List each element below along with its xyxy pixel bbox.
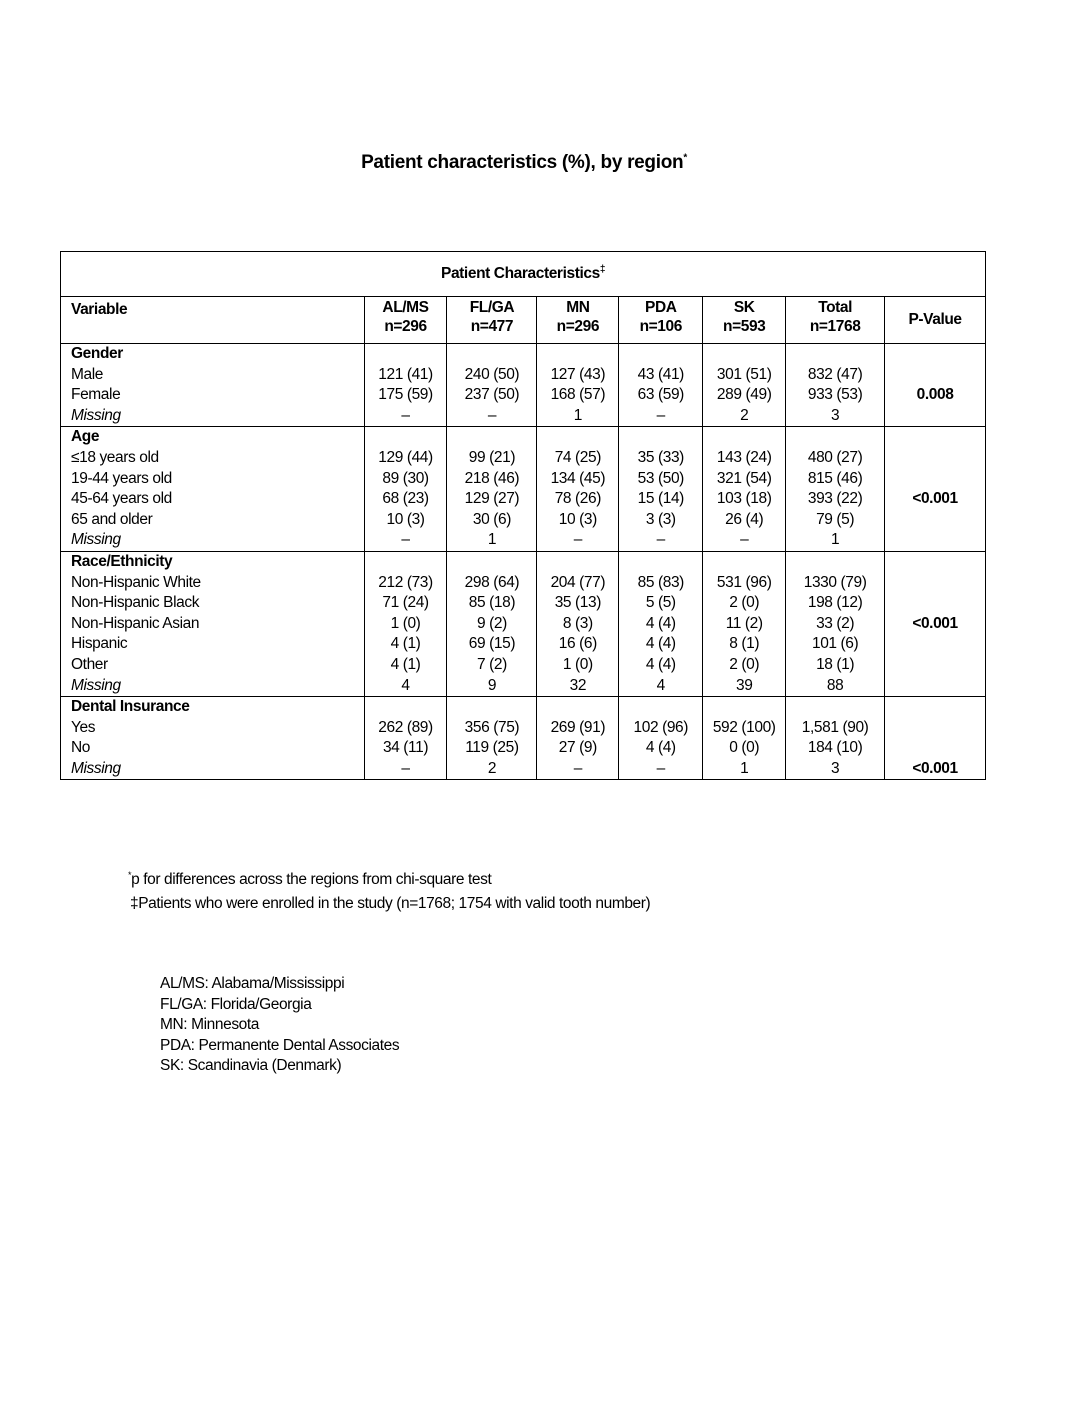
cell-value: 237 (50) [464, 386, 520, 404]
section-values-column [619, 697, 703, 780]
section-labels [61, 344, 365, 427]
cell-value: 35 (33) [637, 448, 684, 466]
cell-value: 1330 (79) [803, 573, 867, 591]
cell-value: 1 (0) [390, 614, 421, 632]
cell-value: 10 (3) [558, 510, 597, 528]
table-header-row [61, 297, 986, 344]
section-values-column [537, 344, 619, 427]
row-label: Non-Hispanic White [71, 573, 201, 591]
section-heading: Race/Ethnicity [71, 552, 173, 570]
cell-value: 16 (6) [558, 635, 597, 653]
cell-value: 143 (24) [716, 448, 772, 466]
column-header-2 [537, 297, 619, 344]
cell-value: 34 (11) [382, 739, 429, 757]
cell-value: 78 (26) [554, 490, 601, 508]
cell-value: 79 (5) [816, 510, 855, 528]
row-label: Missing [71, 759, 121, 777]
cell-value: 68 (23) [382, 490, 429, 508]
cell-value: 1 [573, 406, 582, 424]
cell-value: 1 [831, 531, 840, 549]
cell-value: 218 (46) [464, 469, 520, 487]
cell-value: 127 (43) [550, 365, 606, 383]
cell-value: 4 (1) [390, 635, 421, 653]
cell-value: 212 (73) [378, 573, 433, 591]
row-label: Male [71, 365, 103, 383]
cell-value: 18 (1) [816, 655, 855, 673]
cell-value: 121 (41) [378, 365, 433, 383]
cell-value: 2 [740, 406, 749, 424]
column-header-5 [786, 297, 885, 344]
section-labels [61, 551, 365, 696]
cell-value: 4 (4) [645, 655, 676, 673]
cell-value: 32 [569, 676, 587, 694]
section-labels [61, 697, 365, 780]
pvalue-text: <0.001 [912, 759, 958, 777]
section-values-column [537, 551, 619, 696]
cell-value: 4 (4) [645, 739, 676, 757]
cell-value: – [487, 406, 497, 424]
section-values-column [703, 551, 786, 696]
abbreviation-item: SK: Scandinavia (Denmark) [160, 1057, 342, 1075]
cell-value: 9 [487, 676, 497, 694]
row-label: 19-44 years old [71, 469, 172, 487]
cell-value: 27 (9) [558, 739, 597, 757]
section-pvalue [885, 344, 986, 427]
title-footnote-mark: * [683, 152, 687, 164]
cell-value: – [573, 759, 582, 777]
footnote-1-mark: * [128, 870, 132, 880]
section-values-column [786, 697, 885, 780]
section-values-column [447, 551, 537, 696]
cell-value: – [573, 531, 582, 549]
row-label: No [71, 739, 91, 757]
cell-value: 74 (25) [554, 448, 601, 466]
column-name: PDA [645, 299, 677, 316]
cell-value: 7 (2) [477, 655, 507, 673]
cell-value: 4 (4) [645, 635, 676, 653]
column-n: n=296 [384, 318, 427, 335]
cell-value: 321 (54) [716, 469, 772, 487]
cell-value: 2 [487, 759, 497, 777]
row-label: ≤18 years old [71, 448, 159, 466]
column-n: n=477 [470, 318, 514, 335]
cell-value: 69 (15) [468, 635, 516, 653]
footnote-1-text: p for differences across the regions from chi-square test [131, 871, 492, 889]
cell-value: 129 (27) [464, 490, 520, 508]
section-values-column [786, 427, 885, 552]
cell-value: 3 (3) [645, 510, 676, 528]
cell-value: 289 (49) [716, 386, 772, 404]
pvalue-text: 0.008 [916, 386, 954, 404]
cell-value: 35 (13) [554, 594, 601, 612]
cell-value: 2 (0) [729, 655, 760, 673]
section-heading: Gender [71, 345, 123, 362]
cell-value: 356 (75) [464, 718, 520, 736]
cell-value: 129 (44) [378, 448, 433, 466]
column-n: n=296 [556, 318, 600, 335]
row-label: Hispanic [71, 635, 128, 653]
cell-value: 815 (46) [807, 469, 863, 487]
column-name: SK [733, 299, 755, 316]
section-values-column [537, 427, 619, 552]
cell-value: 269 (91) [550, 718, 606, 736]
section-values-column [364, 344, 447, 427]
cell-value: 933 (53) [807, 386, 863, 404]
cell-value: 298 (64) [464, 573, 520, 591]
footnote-2 [130, 895, 650, 913]
abbreviation-item: AL/MS: Alabama/Mississippi [160, 975, 345, 992]
cell-value: 1 [487, 531, 497, 549]
cell-value: 53 (50) [637, 469, 684, 487]
row-label: Missing [71, 531, 121, 549]
column-name: FL/GA [469, 299, 515, 316]
column-header-0 [364, 297, 447, 344]
cell-value: 393 (22) [807, 490, 863, 508]
table-caption-mark: ‡ [599, 264, 605, 276]
pvalue-text: <0.001 [912, 490, 958, 508]
cell-value: 168 (57) [550, 386, 606, 404]
column-n: n=1768 [809, 318, 861, 335]
cell-value: 39 [735, 676, 753, 694]
cell-value: 4 [401, 676, 410, 694]
cell-value: 102 (96) [633, 718, 689, 736]
cell-value: 1,581 (90) [801, 718, 869, 736]
cell-value: – [656, 531, 665, 549]
row-label: Yes [71, 718, 96, 736]
cell-value: 592 (100) [712, 718, 776, 736]
cell-value: 85 (18) [468, 594, 516, 612]
row-label: Female [71, 386, 121, 404]
cell-value: 8 (1) [729, 635, 760, 653]
variable-header: Variable [61, 297, 365, 344]
section-pvalue [885, 697, 986, 780]
cell-value: 103 (18) [716, 490, 772, 508]
section-values-column [364, 697, 447, 780]
table-section-row [61, 697, 986, 780]
section-values-column [703, 697, 786, 780]
cell-value: 4 (4) [645, 614, 676, 632]
cell-value: – [401, 531, 410, 549]
cell-value: 531 (96) [716, 573, 772, 591]
cell-value: 5 (5) [645, 594, 676, 612]
cell-value: 134 (45) [550, 469, 606, 487]
cell-value: 119 (25) [465, 739, 519, 757]
row-label: 45-64 years old [71, 490, 172, 508]
cell-value: 1 [740, 759, 749, 777]
column-n: n=106 [639, 318, 682, 335]
section-values-column [447, 344, 537, 427]
cell-value: – [401, 406, 410, 424]
cell-value: 240 (50) [464, 365, 520, 383]
cell-value: 198 (12) [807, 594, 863, 612]
abbreviation-item: PDA: Permanente Dental Associates [160, 1036, 400, 1054]
abbreviation-item: FL/GA: Florida/Georgia [160, 995, 312, 1013]
cell-value: 301 (51) [716, 365, 772, 383]
page-title [0, 152, 1048, 174]
column-header-1 [447, 297, 537, 344]
title-text: Patient characteristics (%), by region [361, 152, 684, 173]
footnote-2-mark: ‡ [130, 895, 139, 912]
cell-value: 4 (1) [390, 655, 421, 673]
cell-value: 26 (4) [725, 510, 764, 528]
cell-value: 262 (89) [378, 718, 433, 736]
cell-value: 9 (2) [477, 614, 507, 632]
table-section-row [61, 551, 986, 696]
cell-value: 63 (59) [637, 386, 684, 404]
section-values-column [364, 427, 447, 552]
cell-value: 0 (0) [729, 739, 760, 757]
section-values-column [447, 697, 537, 780]
column-name: MN [566, 299, 590, 316]
cell-value: 85 (83) [637, 573, 684, 591]
table-caption-text: Patient Characteristics [441, 265, 600, 283]
row-label: Missing [71, 676, 121, 694]
cell-value: – [656, 406, 665, 424]
table-section-row [61, 427, 986, 552]
section-values-column [619, 551, 703, 696]
cell-value: 480 (27) [807, 448, 863, 466]
cell-value: 88 [826, 676, 844, 694]
abbreviations-list [160, 974, 399, 1077]
column-header-3 [619, 297, 703, 344]
cell-value: 11 (2) [725, 614, 763, 632]
cell-value: 3 [831, 759, 840, 777]
section-values-column [703, 427, 786, 552]
footnote-1 [128, 870, 491, 889]
cell-value: 30 (6) [472, 510, 511, 528]
cell-value: 4 [656, 676, 665, 694]
section-pvalue [885, 427, 986, 552]
row-label: Other [71, 655, 108, 673]
cell-value: 175 (59) [378, 386, 433, 404]
section-heading: Age [71, 428, 100, 446]
cell-value: 101 (6) [811, 635, 859, 653]
cell-value: 184 (10) [807, 739, 863, 757]
section-labels [61, 427, 365, 552]
cell-value: 832 (47) [807, 365, 863, 383]
cell-value: 1 (0) [562, 655, 593, 673]
column-name: Total [818, 299, 853, 316]
section-values-column [786, 344, 885, 427]
patient-characteristics-table [60, 251, 986, 780]
section-values-column [703, 344, 786, 427]
section-values-column [447, 427, 537, 552]
table-caption [61, 252, 986, 297]
pvalue-text: <0.001 [912, 614, 958, 632]
cell-value: 8 (3) [562, 614, 593, 632]
cell-value: 33 (2) [816, 614, 855, 632]
section-values-column [537, 697, 619, 780]
cell-value: 204 (77) [550, 573, 606, 591]
cell-value: 89 (30) [382, 469, 429, 487]
cell-value: 99 (21) [468, 448, 516, 466]
section-values-column [619, 427, 703, 552]
row-label: Non-Hispanic Black [71, 594, 200, 612]
section-values-column [364, 551, 447, 696]
cell-value: – [740, 531, 749, 549]
cell-value: 10 (3) [386, 510, 425, 528]
cell-value: – [401, 759, 410, 777]
row-label: 65 and older [71, 510, 153, 528]
section-heading: Dental Insurance [71, 698, 190, 716]
cell-value: 71 (24) [382, 594, 429, 612]
section-pvalue [885, 551, 986, 696]
section-values-column [619, 344, 703, 427]
abbreviation-item: MN: Minnesota [160, 1016, 260, 1034]
cell-value: – [656, 759, 665, 777]
table-section-row [61, 344, 986, 427]
pvalue-header: P-Value [885, 297, 986, 344]
cell-value: 15 (14) [637, 490, 684, 508]
cell-value: 3 [831, 406, 840, 424]
column-name: AL/MS [382, 299, 429, 316]
column-header-4 [703, 297, 786, 344]
column-n: n=593 [723, 318, 766, 335]
row-label: Non-Hispanic Asian [71, 614, 200, 632]
footnote-2-text: Patients who were enrolled in the study (n=1768; 1754 with valid tooth number) [138, 895, 651, 912]
cell-value: 43 (41) [637, 365, 684, 383]
row-label: Missing [71, 406, 121, 424]
section-values-column [786, 551, 885, 696]
cell-value: 2 (0) [729, 594, 760, 612]
